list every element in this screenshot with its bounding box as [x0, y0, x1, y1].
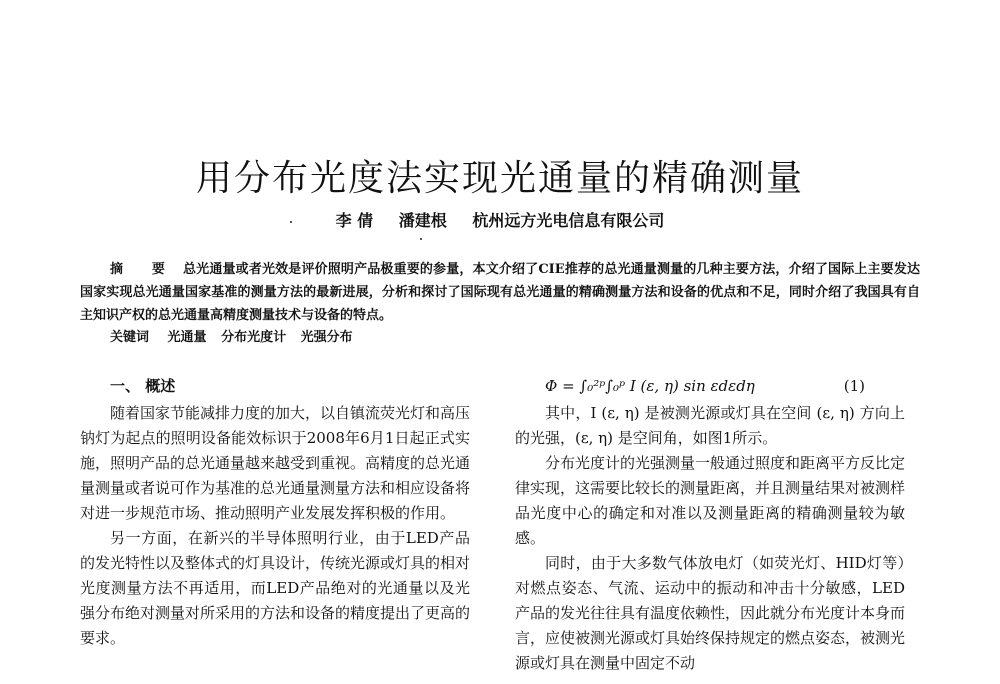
author-line — [0, 208, 1000, 231]
keyword-item: 分布光度计 — [221, 330, 287, 345]
abstract — [80, 258, 920, 327]
abstract-text: 总光通量或者光效是评价照明产品极重要的参量，本文介绍了CIE推荐的总光通量测量的几种主要方法，介绍了国际上主要发达国家实现总光通量国家基准的测量方法的最新进展，分析和探讨了国际现有总光通量的精确测量方法和设备的优点和不足，同时介绍了我国具有自主知识产权的总光通量高精度测量技术与设备的特点。 — [80, 262, 920, 323]
scan-speck — [420, 238, 422, 240]
equation — [515, 374, 905, 399]
author-2: 潘建根 — [398, 211, 447, 230]
author-1: 李 倩 — [335, 211, 374, 230]
keywords — [110, 326, 363, 345]
paragraph: 分布光度计的光强测量一般通过照度和距离平方反比定律实现，这需要比较长的测量距离，并且测量结果对被测样品光度中心的确定和对准以及测量距离的精确测量较为敏感。 — [515, 454, 906, 547]
paragraph: 另一方面，在新兴的半导体照明行业，由于LED产品的发光特性以及整体式的灯具设计，传统光源或灯具的相对光度测量方法不再适用，而LED产品绝对的光通量以及光强分布绝对测量对所采用的方法和设备的精度提出了更高的要求。 — [80, 529, 471, 647]
keyword-item: 光强分布 — [300, 330, 353, 345]
scan-speck — [290, 221, 292, 223]
keyword-item: 光通量 — [167, 330, 207, 345]
section-heading: 一、 概述 — [110, 377, 176, 395]
equation-number: (1) — [843, 377, 865, 395]
paper-title: 用分布光度法实现光通量的精确测量 — [195, 158, 804, 199]
abstract-label: 摘 要 — [110, 262, 178, 277]
paragraph: 其中，I (ε, η) 是被测光源或灯具在空间 (ε, η) 方向上的光强，(ε, η) 是空间角，如图1所示。 — [515, 404, 905, 447]
left-column — [80, 374, 470, 651]
right-column — [515, 374, 905, 676]
equation-expression: Φ = ∫₀²ᵖ∫₀ᵖ I (ε, η) sin εdεdη — [545, 377, 755, 395]
paragraph: 随着国家节能减排力度的加大，以自镇流荧光灯和高压钠灯为起点的照明设备能效标识于2008年6月1日起正式实施，照明产品的总光通量越来越受到重视。高精度的总光通量测量或者说可作为基准的总光通量测量方法和相应设备将对进一步规范市场、推动照明产业发展发挥积极的作用。 — [80, 404, 471, 522]
paragraph: 同时，由于大多数气体放电灯（如荧光灯、HID灯等）对燃点姿态、气流、运动中的振动和冲击十分敏感，LED产品的发光往往具有温度依赖性，因此就分布光度计本身而言，应使被测光源或灯具始终保持规定的燃点姿态，被测光源或灯具在测量中固定不动 — [515, 554, 906, 672]
keywords-label: 关键词 — [110, 330, 150, 345]
affiliation: 杭州远方光电信息有限公司 — [472, 211, 665, 230]
